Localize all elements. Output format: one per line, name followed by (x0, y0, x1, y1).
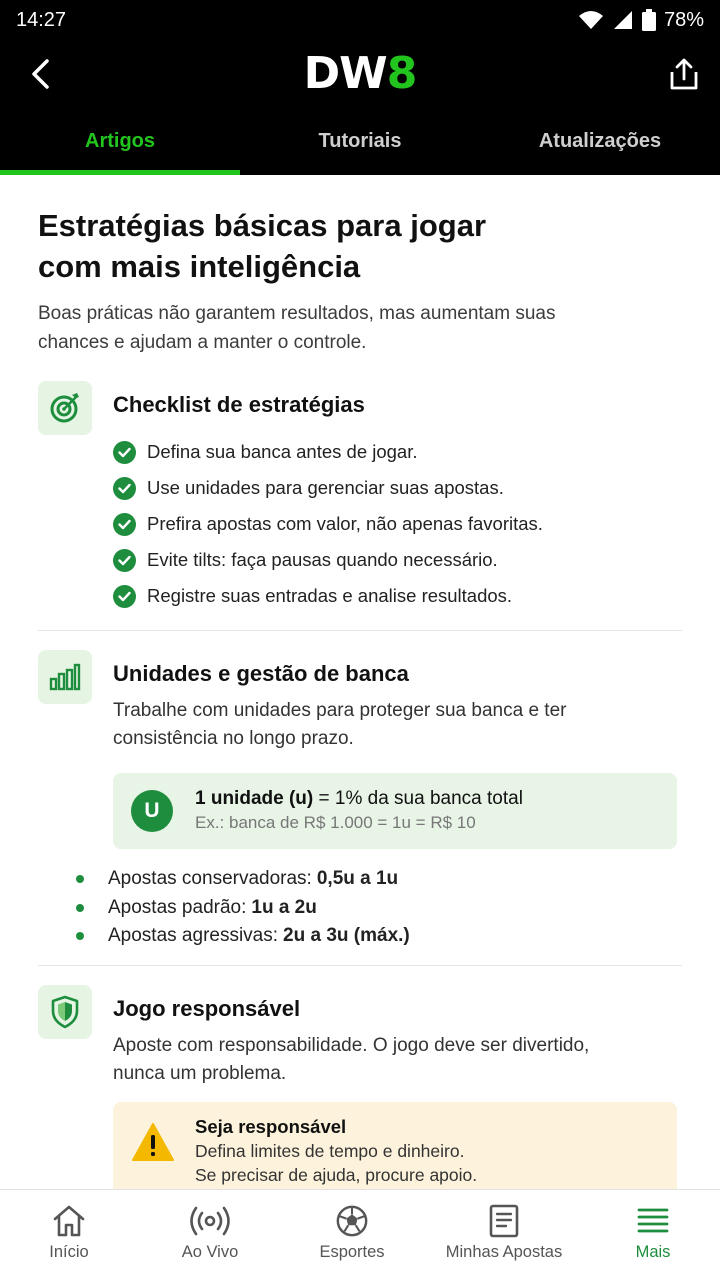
warning-line: Se precisar de ajuda, procure apoio. (195, 1164, 478, 1185)
logo-accent: 8 (386, 48, 417, 99)
warning-line: Defina limites de tempo e dinheiro. (195, 1140, 465, 1161)
unit-definition-bold: 1 unidade (u) (195, 788, 314, 809)
bar-chart-icon (49, 663, 81, 691)
wifi-icon (578, 10, 604, 30)
list-item (113, 506, 682, 542)
bet-value: 0,5u a 1u (316, 868, 399, 890)
list-item (76, 865, 682, 894)
checklist-item-text: Registre suas entradas e analise resultados. (147, 585, 513, 606)
check-circle-icon (113, 441, 136, 464)
tab-tutoriais[interactable]: Tutoriais (318, 130, 402, 152)
nav-minhas-apostas[interactable] (422, 1190, 586, 1280)
page-title: Estratégias básicas para jogar com mais inteligência (38, 208, 487, 284)
status-bar (0, 0, 720, 40)
list-item (113, 470, 682, 506)
chevron-left-icon (29, 58, 51, 90)
bet-label: Apostas agressivas: (108, 925, 279, 947)
home-icon (51, 1204, 87, 1238)
live-broadcast-icon (190, 1204, 230, 1238)
nav-mais[interactable] (586, 1190, 720, 1280)
battery-icon (642, 9, 656, 31)
article-content[interactable] (0, 175, 720, 1189)
tab-bar (0, 108, 720, 175)
tab-atualizacoes[interactable]: Atualizações (538, 130, 662, 152)
back-button[interactable] (20, 52, 60, 96)
section-divider (38, 630, 682, 631)
nav-label: Mais (635, 1243, 671, 1261)
nav-label: Início (49, 1243, 89, 1261)
units-description: Trabalhe com unidades para proteger sua banca e ter consistência no longo prazo. (113, 700, 567, 749)
responsible-description: Aposte com responsabilidade. O jogo deve ser divertido, nunca um problema. (113, 1034, 590, 1084)
page-subtitle: Boas práticas não garantem resultados, mas aumentam suas chances e ajudam a manter o controle. (38, 303, 556, 353)
tab-artigos[interactable]: Artigos (0, 108, 240, 175)
bottom-nav (0, 1189, 720, 1280)
bet-size-list (38, 865, 682, 951)
list-item (76, 922, 682, 951)
section-icon-container (38, 381, 92, 435)
list-item (113, 542, 682, 578)
units-title: Unidades e gestão de banca (113, 661, 409, 686)
nav-esportes[interactable] (282, 1190, 422, 1280)
soccer-ball-icon (334, 1204, 370, 1238)
bet-label: Apostas padrão: (108, 896, 247, 918)
target-icon (48, 391, 82, 425)
checklist-item-text: Defina sua banca antes de jogar. (147, 441, 418, 462)
bet-value: 1u a 2u (251, 896, 317, 918)
list-item (113, 578, 682, 614)
check-circle-icon (113, 585, 136, 608)
responsible-section (38, 985, 682, 1190)
nav-ao-vivo[interactable] (138, 1190, 282, 1280)
bet-slip-icon (488, 1204, 520, 1238)
checklist-section (38, 381, 682, 614)
share-icon (669, 57, 699, 91)
signal-icon (612, 10, 634, 30)
bullet-dot-icon (76, 875, 84, 883)
responsible-title: Jogo responsável (113, 995, 301, 1021)
battery-level: 78% (663, 8, 704, 31)
section-icon-container (38, 985, 92, 1039)
nav-inicio[interactable] (0, 1190, 138, 1280)
logo-text: DW (303, 48, 387, 99)
bet-value: 2u a 3u (máx.) (283, 925, 410, 947)
section-divider (38, 965, 682, 966)
unit-badge: U (131, 790, 173, 832)
warning-icon (131, 1121, 175, 1165)
shield-icon (50, 995, 80, 1029)
dw8-logo (303, 48, 417, 99)
status-icons (578, 9, 704, 32)
bullet-dot-icon (76, 932, 84, 940)
check-circle-icon (113, 549, 136, 572)
bullet-dot-icon (76, 904, 84, 912)
unit-example: Ex.: banca de R$ 1.000 = 1u = R$ 10 (195, 813, 476, 832)
nav-label: Ao Vivo (181, 1243, 239, 1261)
checklist-item-text: Evite tilts: faça pausas quando necessário. (147, 549, 498, 570)
unit-info-box (113, 773, 677, 849)
list-item (113, 434, 682, 470)
units-section (38, 650, 682, 849)
list-item (76, 894, 682, 923)
share-button[interactable] (664, 52, 704, 96)
section-icon-container (38, 650, 92, 704)
check-circle-icon (113, 477, 136, 500)
bet-label: Apostas conservadoras: (108, 868, 312, 890)
unit-definition (195, 787, 523, 811)
status-time: 14:27 (16, 8, 67, 31)
checklist-item-text: Use unidades para gerenciar suas apostas. (147, 477, 504, 498)
nav-label: Minhas Apostas (445, 1243, 563, 1261)
checklist (113, 434, 682, 614)
warning-title: Seja responsável (195, 1115, 347, 1137)
checklist-item-text: Prefira apostas com valor, não apenas favoritas. (147, 513, 543, 534)
app-header (0, 40, 720, 108)
checklist-title: Checklist de estratégias (113, 392, 365, 417)
warning-box (113, 1102, 677, 1190)
check-circle-icon (113, 513, 136, 536)
nav-label: Esportes (319, 1243, 385, 1261)
unit-definition-rest: = 1% da sua banca total (313, 788, 523, 809)
menu-icon (636, 1204, 670, 1238)
